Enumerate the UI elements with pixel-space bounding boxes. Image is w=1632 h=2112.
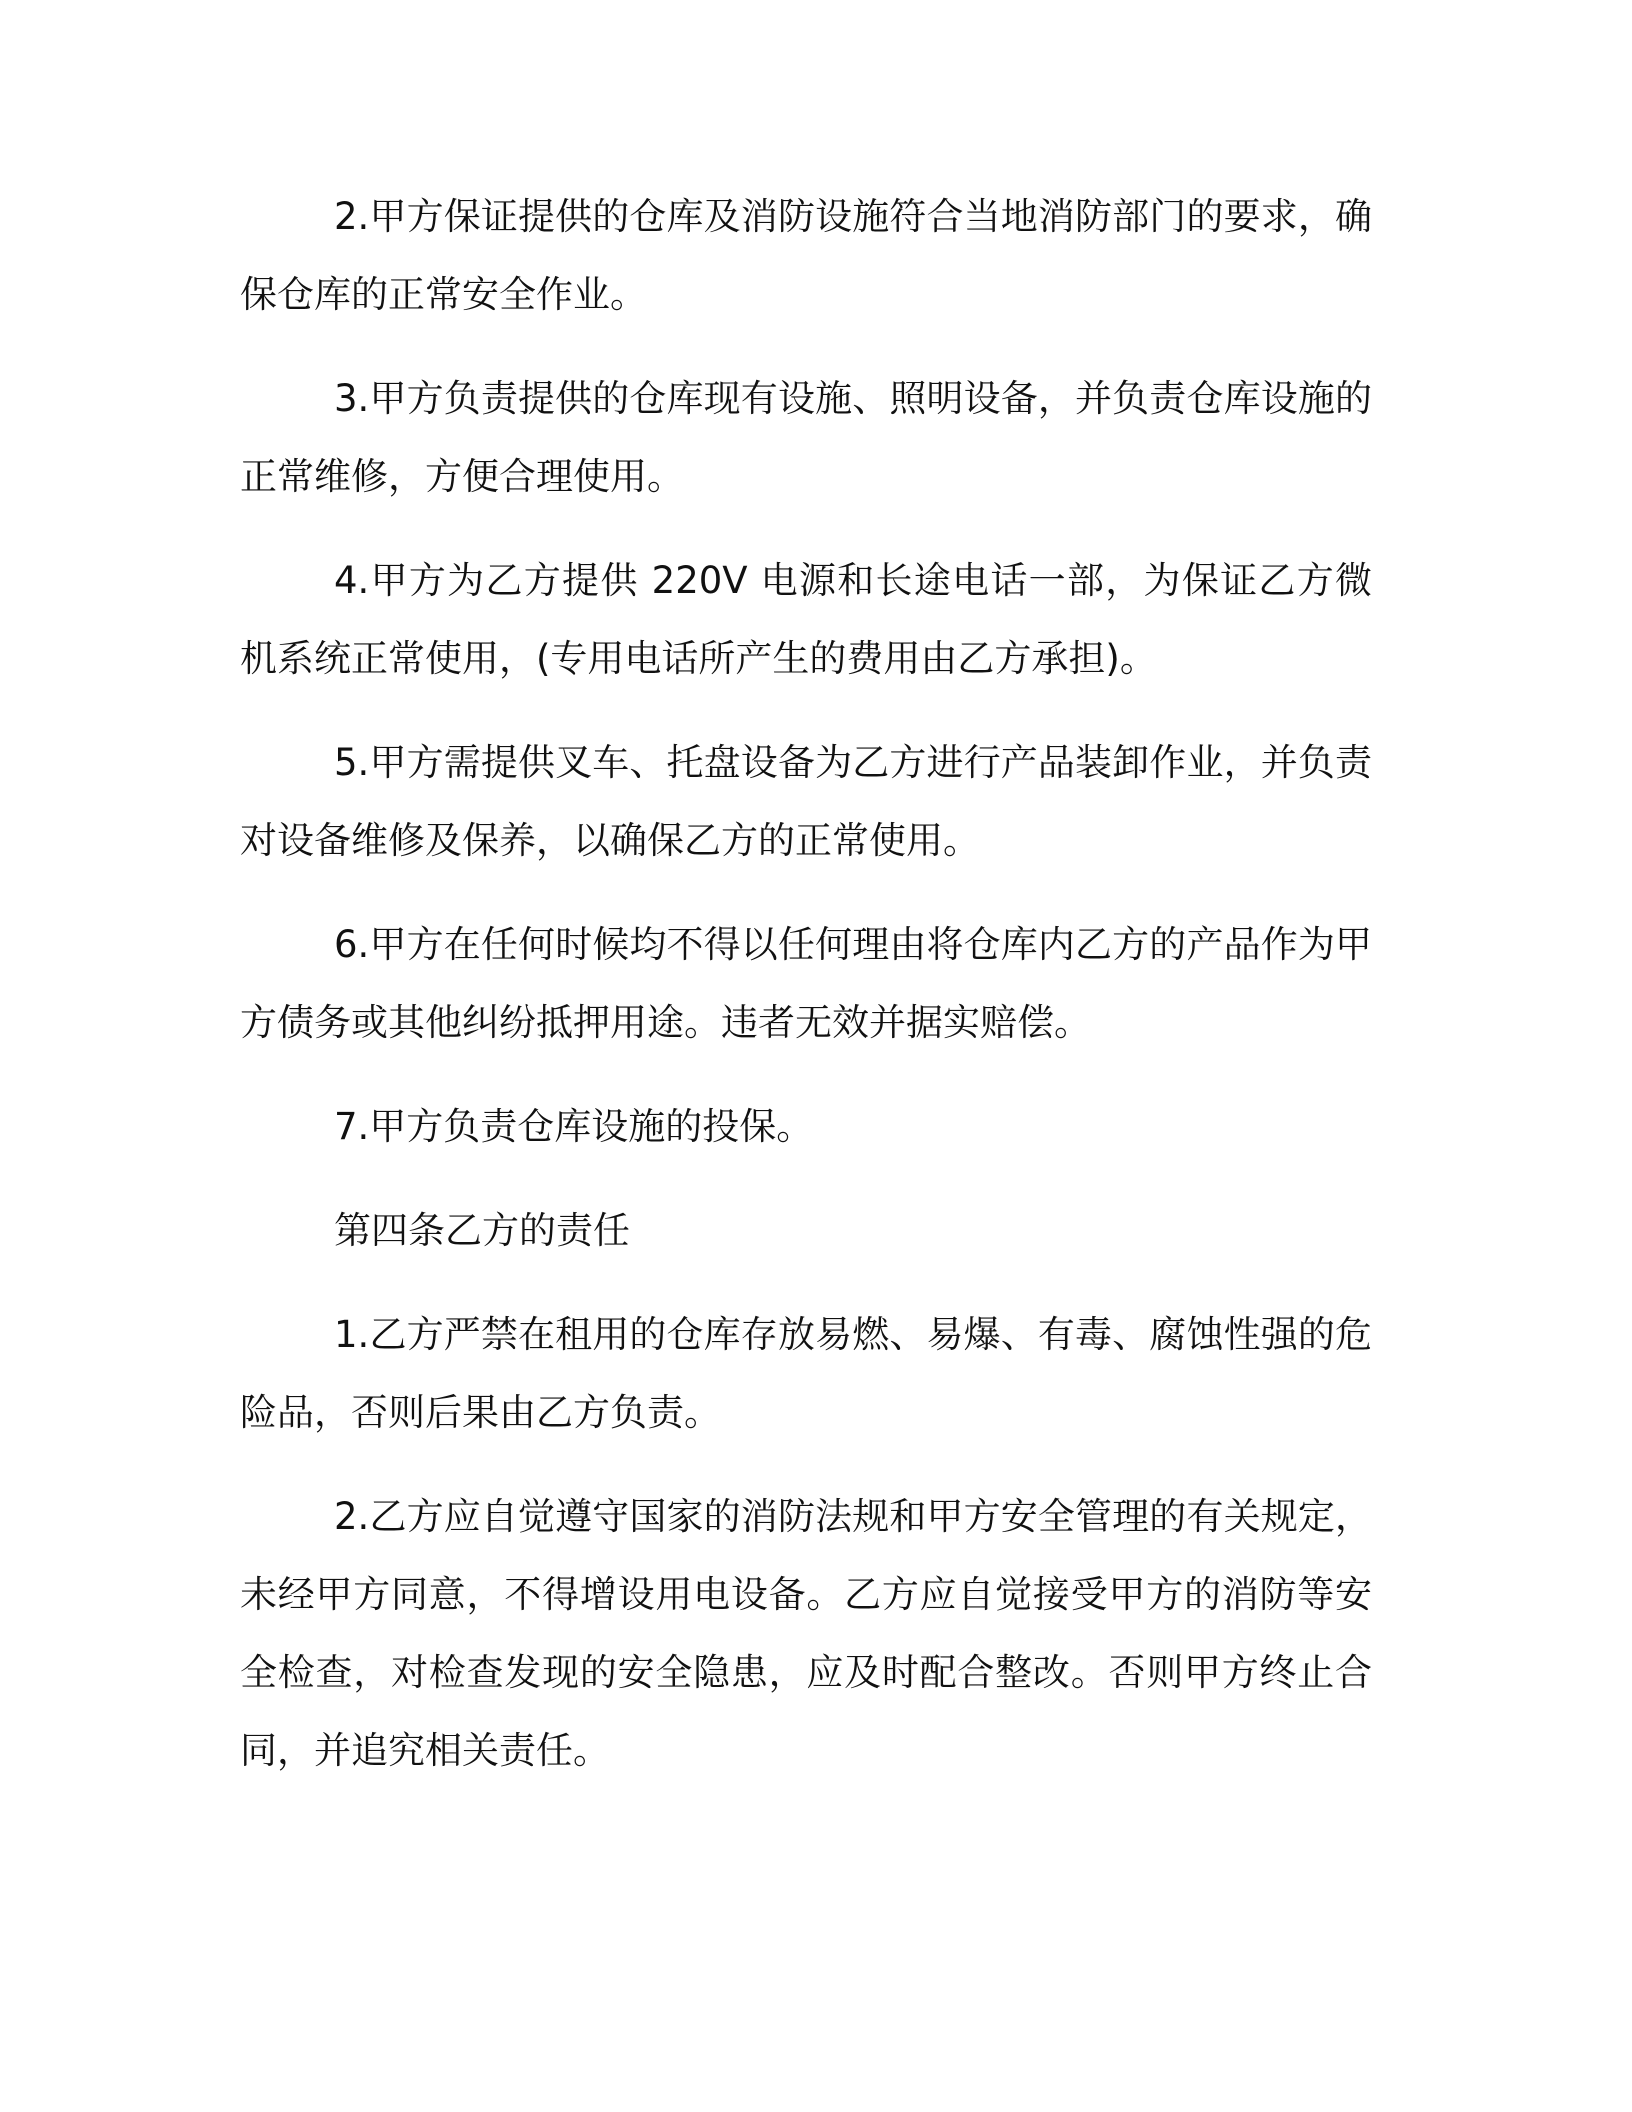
document-body bbox=[240, 178, 1372, 1816]
section-heading-article-4: 第四条乙方的责任 bbox=[334, 1209, 630, 1252]
paragraph-party-a-item-2: 2.甲方保证提供的仓库及消防设施符合当地消防部门的要求，确保仓库的正常安全作业。 bbox=[240, 195, 1372, 316]
paragraph-party-a-item-7: 7.甲方负责仓库设施的投保。 bbox=[334, 1105, 814, 1148]
paragraph-party-b-item-2: 2.乙方应自觉遵守国家的消防法规和甲方安全管理的有关规定，未经甲方同意，不得增设用电设备。乙方应自觉接受甲方的消防等安全检查，对检查发现的安全隐患，应及时配合整改。否则甲方终止合同，并追究相关责任。 bbox=[240, 1495, 1372, 1772]
paragraph-party-a-item-6: 6.甲方在任何时候均不得以任何理由将仓库内乙方的产品作为甲方债务或其他纠纷抵押用途。违者无效并据实赔偿。 bbox=[240, 923, 1372, 1044]
paragraph-party-a-item-4: 4.甲方为乙方提供 220V 电源和长途电话一部，为保证乙方微机系统正常使用，(专用电话所产生的费用由乙方承担)。 bbox=[240, 559, 1372, 680]
paragraph-party-b-item-1: 1.乙方严禁在租用的仓库存放易燃、易爆、有毒、腐蚀性强的危险品，否则后果由乙方负责。 bbox=[240, 1313, 1372, 1434]
paragraph-party-a-item-5: 5.甲方需提供叉车、托盘设备为乙方进行产品装卸作业，并负责对设备维修及保养，以确保乙方的正常使用。 bbox=[240, 741, 1372, 862]
paragraph-party-a-item-3: 3.甲方负责提供的仓库现有设施、照明设备，并负责仓库设施的正常维修，方便合理使用。 bbox=[240, 377, 1372, 498]
